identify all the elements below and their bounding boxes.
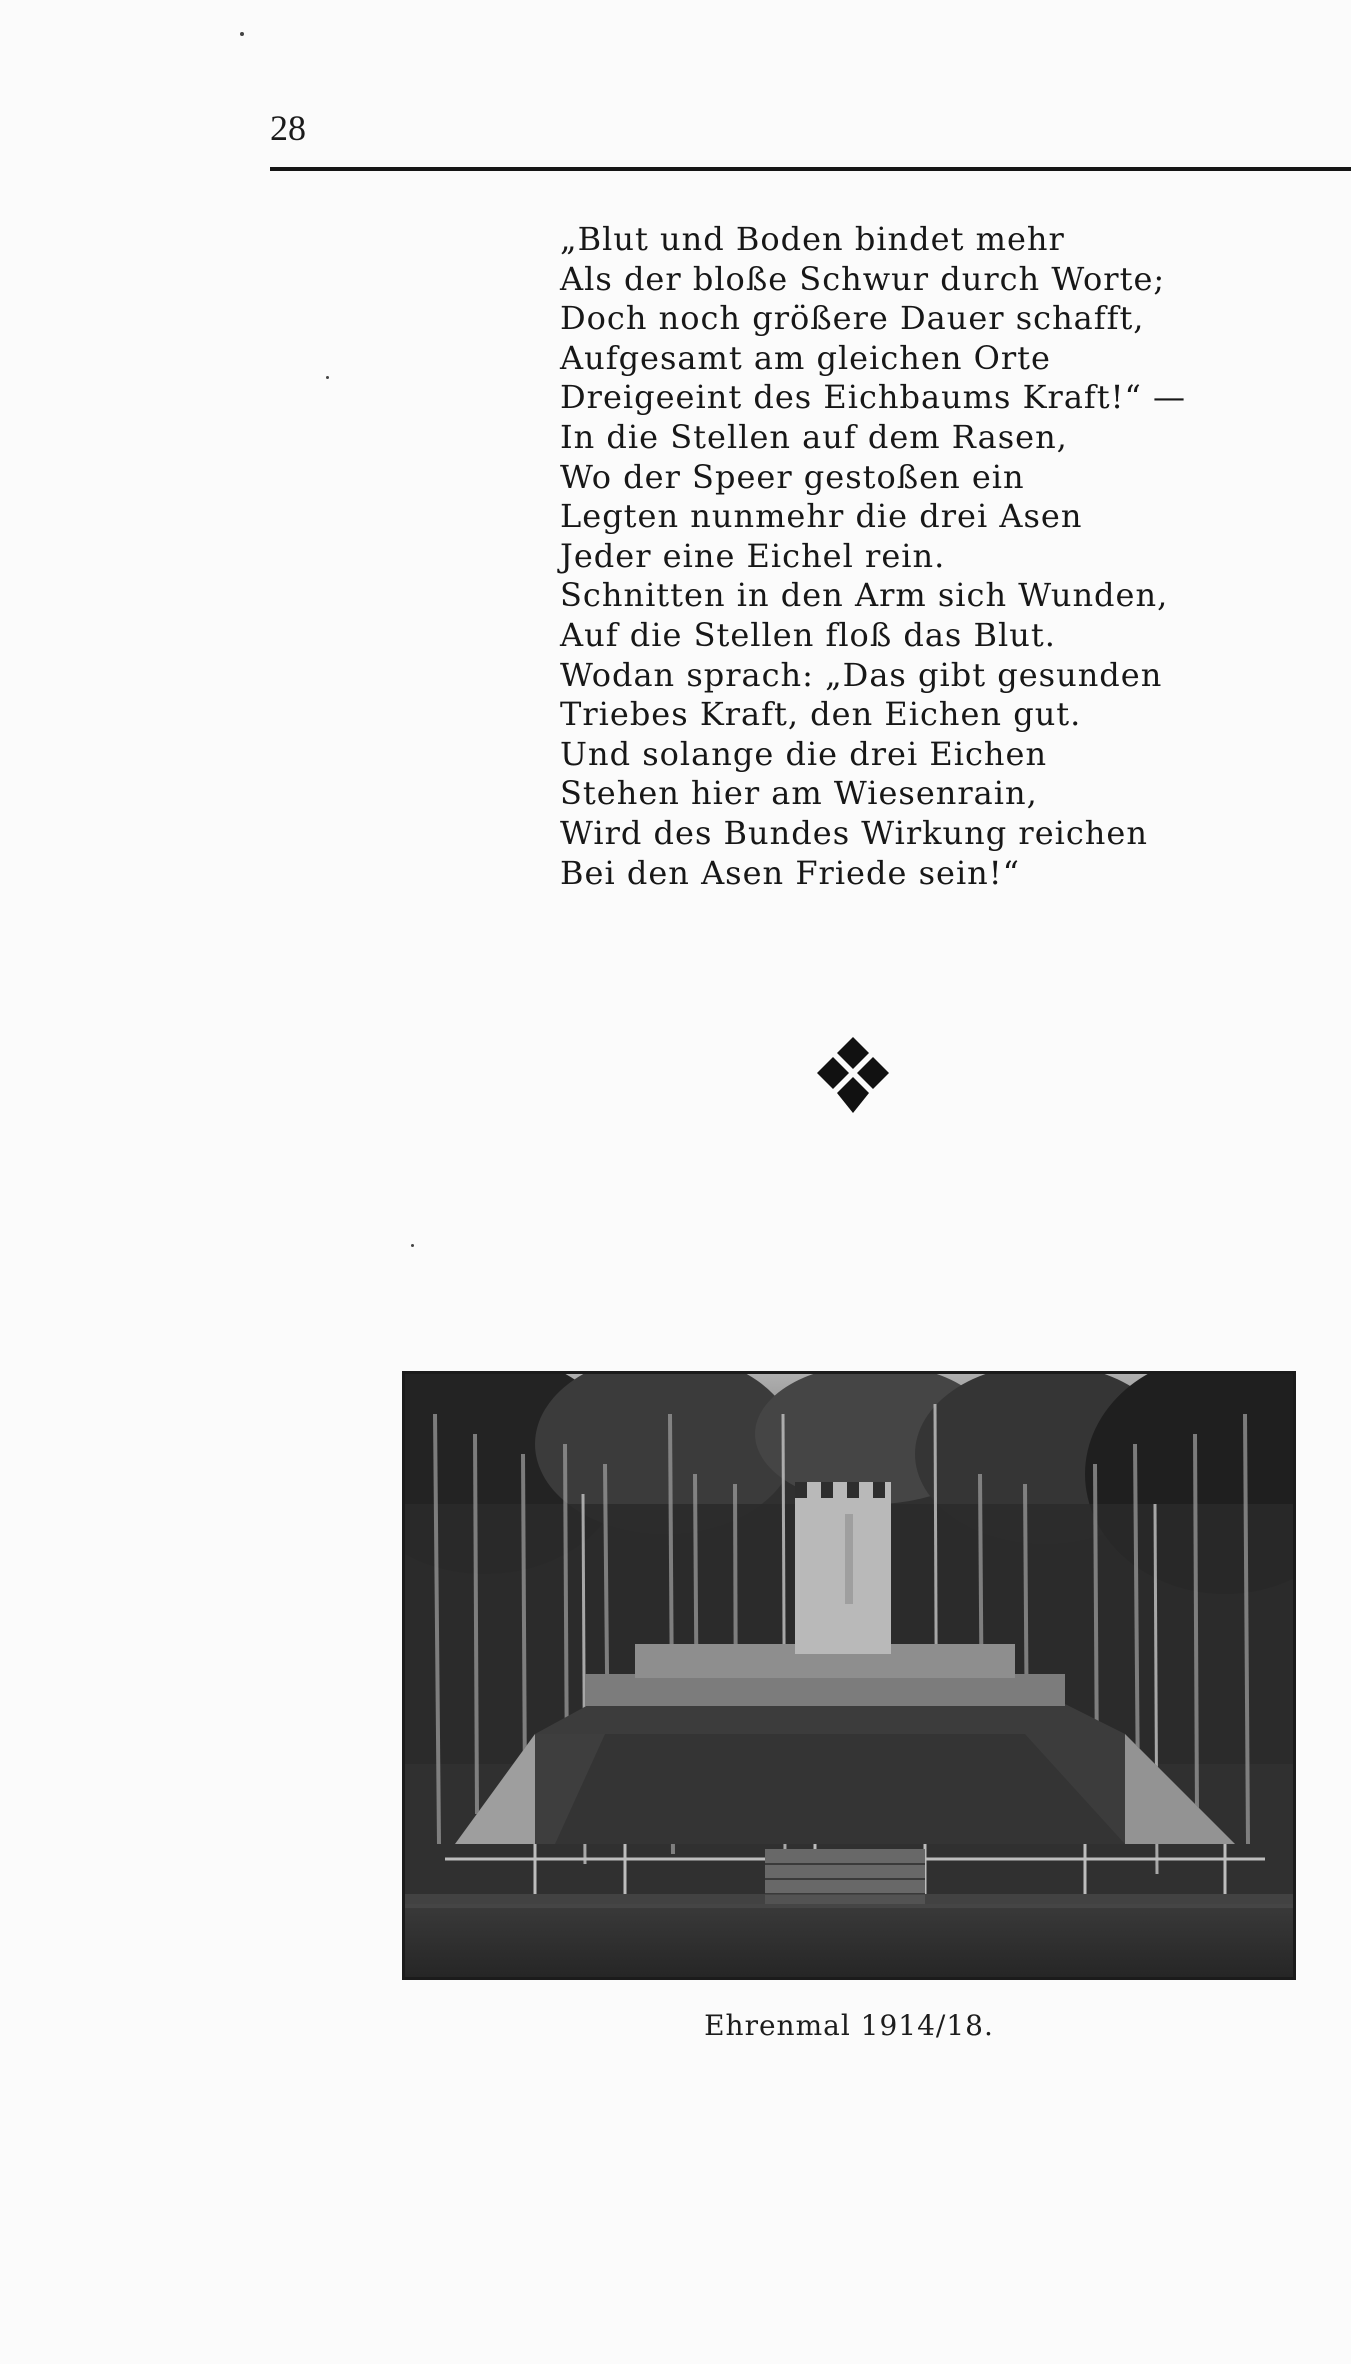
poem bbox=[560, 220, 1200, 893]
memorial-photo-drawing bbox=[405, 1374, 1293, 1977]
poem-line: Legten nunmehr die drei Asen bbox=[560, 497, 1083, 536]
poem-line: Stehen hier am Wiesenrain, bbox=[560, 774, 1038, 813]
poem-line: In die Stellen auf dem Rasen, bbox=[560, 417, 1068, 456]
poem-line: Auf die Stellen floß das Blut. bbox=[560, 615, 1056, 654]
poem-line: Schnitten in den Arm sich Wunden, bbox=[560, 576, 1169, 615]
page-number: 28 bbox=[270, 108, 306, 148]
poem-line: Doch noch größere Dauer schafft, bbox=[560, 299, 1145, 338]
poem-line: Triebes Kraft, den Eichen gut. bbox=[560, 695, 1082, 734]
poem-line: Als der bloße Schwur durch Worte; bbox=[560, 259, 1166, 298]
photo-caption: Ehrenmal 1914/18. bbox=[704, 2009, 994, 2042]
poem-line: Aufgesamt am gleichen Orte bbox=[560, 338, 1051, 377]
memorial-photograph bbox=[402, 1371, 1296, 1980]
header-rule bbox=[270, 167, 1351, 171]
paper-speck bbox=[411, 1244, 414, 1247]
poem-line: Wird des Bundes Wirkung reichen bbox=[560, 813, 1148, 852]
poem-line: Wodan sprach: „Das gibt gesunden bbox=[560, 655, 1163, 694]
paper-speck bbox=[240, 32, 244, 36]
poem-line: Bei den Asen Friede sein!“ bbox=[560, 853, 1020, 892]
poem-line: Dreigeeint des Eichbaums Kraft!“ — bbox=[560, 378, 1186, 417]
poem-line: Wo der Speer gestoßen ein bbox=[560, 457, 1025, 496]
paper-speck bbox=[326, 376, 329, 379]
four-diamond-fleuron-icon bbox=[815, 1035, 891, 1115]
poem-line: Jeder eine Eichel rein. bbox=[560, 536, 946, 575]
poem-line: Und solange die drei Eichen bbox=[560, 734, 1048, 773]
poem-line: „Blut und Boden bindet mehr bbox=[560, 220, 1065, 258]
